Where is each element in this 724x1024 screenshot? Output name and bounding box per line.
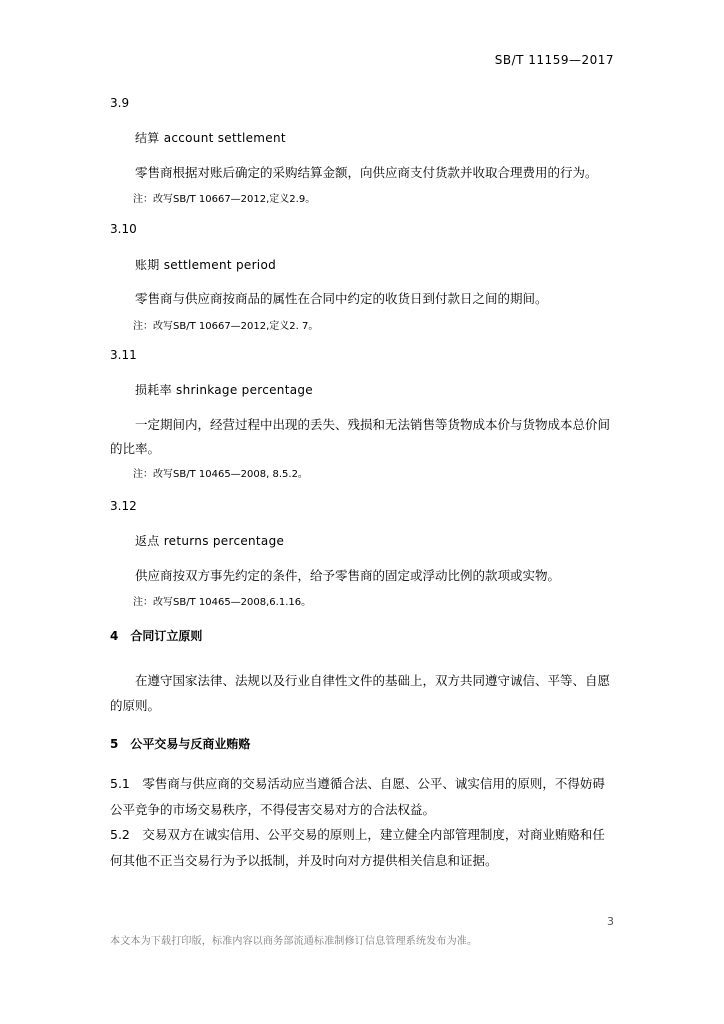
section-heading: 4 合同订立原则	[110, 629, 203, 643]
term-note: 注：改写SB/T 10465—2008, 8.5.2。	[133, 469, 308, 480]
clause-number: 3.10	[110, 222, 137, 236]
term-definition: 零售商根据对账后确定的采购结算金额，向供应商支付货款并收取合理费用的行为。	[135, 165, 598, 180]
section-heading: 5 公平交易与反商业贿赂	[110, 737, 251, 751]
term-title: 结算 account settlement	[135, 131, 286, 145]
term-note: 注：改写SB/T 10667—2012,定义2. 7。	[133, 321, 319, 332]
clause-number: 3.12	[110, 499, 137, 513]
term-definition-line: 的比率。	[110, 441, 161, 456]
term-definition-line: 一定期间内，经营过程中出现的丢失、残损和无法销售等货物成本价与货物成本总价间	[135, 417, 611, 432]
page-number: 3	[607, 915, 614, 928]
term-title: 损耗率 shrinkage percentage	[135, 383, 313, 397]
term-title: 返点 returns percentage	[135, 534, 285, 548]
clause-line: 5.1 零售商与供应商的交易活动应当遵循合法、自愿、公平、诚实信用的原则，不得妨碍	[110, 776, 605, 791]
clause-line: 公平竞争的市场交易秩序，不得侵害交易对方的合法权益。	[110, 802, 436, 817]
term-definition: 供应商按双方事先约定的条件，给予零售商的固定或浮动比例的款项或实物。	[135, 568, 561, 583]
term-note: 注：改写SB/T 10667—2012,定义2.9。	[133, 194, 316, 205]
term-definition: 零售商与供应商按商品的属性在合同中约定的收货日到付款日之间的期间。	[135, 291, 548, 306]
section-paragraph-line: 在遵守国家法律、法规以及行业自律性文件的基础上，双方共同遵守诚信、平等、自愿	[135, 673, 611, 688]
clause-line: 何其他不正当交易行为予以抵制，并及时向对方提供相关信息和证据。	[110, 853, 498, 868]
clause-number: 3.9	[110, 96, 130, 110]
term-note: 注：改写SB/T 10465—2008,6.1.16。	[133, 597, 312, 608]
standard-code: SB/T 11159—2017	[494, 53, 614, 67]
term-title: 账期 settlement period	[135, 258, 276, 272]
footer-disclaimer: 本文本为下载打印版，标准内容以商务部流通标准制修订信息管理系统发布为准。	[110, 936, 478, 947]
section-paragraph-line: 的原则。	[110, 698, 161, 713]
clause-line: 5.2 交易双方在诚实信用、公平交易的原则上，建立健全内部管理制度，对商业贿赂和任	[110, 827, 605, 842]
clause-number: 3.11	[110, 348, 137, 362]
